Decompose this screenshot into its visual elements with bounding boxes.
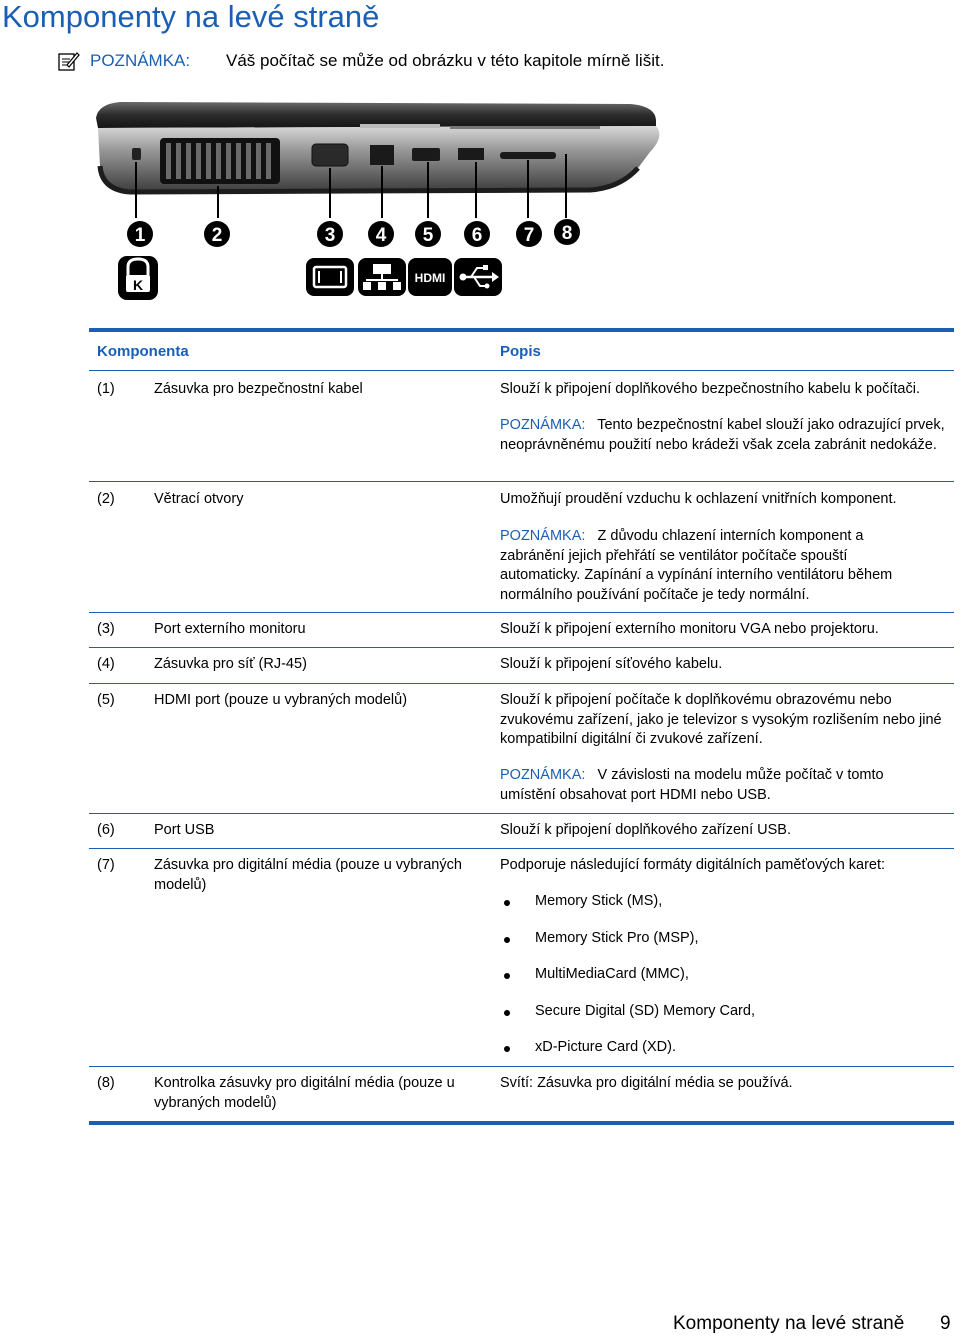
row-note-label: POZNÁMKA:: [500, 417, 586, 433]
row-divider: [89, 683, 954, 684]
rj45-port: [370, 145, 394, 165]
callout-1-label: 1: [134, 225, 146, 246]
media-slot: [500, 152, 556, 159]
usb-icon: [454, 258, 502, 296]
row-note-label: POZNÁMKA:: [500, 767, 586, 783]
row-description: Podporuje následující formáty digitálních paměťových karet:: [500, 857, 886, 873]
row-divider: [89, 848, 954, 849]
row-description: Slouží k připojení doplňkového zařízení USB.: [500, 822, 791, 838]
row-note-text: V závislosti na modelu může počítač v tomto umístění obsahovat port HDMI nebo USB.: [500, 767, 884, 803]
footer-page-number: 9: [940, 1313, 951, 1334]
row-component: Zásuvka pro bezpečnostní kabel: [154, 381, 363, 397]
list-item: Secure Digital (SD) Memory Card,: [535, 1003, 755, 1019]
callout-4-label: 4: [375, 225, 387, 246]
security-slot: [132, 148, 141, 160]
row-description: Slouží k připojení počítače k doplňkovému obrazovému nebo zvukovému zařízení, jako je televizor s vysokým rozlišením nebo jiné kompatibilní digitální či zvukové zařízení.: [500, 692, 942, 747]
callout-5: [415, 221, 441, 247]
row-component: Větrací otvory: [154, 491, 244, 507]
callout-3-label: 3: [324, 225, 336, 246]
row-divider: [89, 612, 954, 613]
row-description: Svítí: Zásuvka pro digitální média se používá.: [500, 1075, 793, 1091]
callout-8-label: 8: [561, 223, 573, 244]
row-note-label: POZNÁMKA:: [500, 528, 586, 544]
row-number: (6): [97, 822, 115, 838]
header-description: Popis: [500, 343, 541, 360]
row-note: [500, 527, 925, 605]
vent-grille: [160, 138, 280, 184]
callout-6-label: 6: [471, 225, 483, 246]
header-component: Komponenta: [97, 343, 189, 360]
monitor-port-icon: [306, 258, 354, 296]
network-port-icon: [358, 258, 406, 296]
list-item: Memory Stick (MS),: [535, 893, 663, 909]
header-rule: [89, 370, 954, 371]
note-label: POZNÁMKA:: [90, 51, 191, 70]
row-component: Port externího monitoru: [154, 621, 306, 637]
row-note: [500, 766, 930, 805]
callout-2: [204, 221, 230, 247]
row-number: (2): [97, 491, 115, 507]
callout-5-label: 5: [422, 225, 434, 246]
callout-2-label: 2: [211, 225, 223, 246]
usb-port: [458, 148, 484, 160]
callout-4: [368, 221, 394, 247]
lock-icon: [118, 256, 158, 300]
row-description: Slouží k připojení externího monitoru VGA nebo projektoru.: [500, 621, 879, 637]
callout-8: [554, 219, 580, 245]
table-bottom-rule: [89, 1121, 954, 1125]
vga-port: [312, 144, 348, 166]
list-item: Memory Stick Pro (MSP),: [535, 930, 699, 946]
list-bullet: [504, 973, 510, 979]
note-icon: [58, 51, 80, 71]
callout-1: [127, 221, 153, 247]
list-bullet: [504, 1010, 510, 1016]
hdmi-icon: [408, 258, 452, 296]
page-title: Komponenty na levé straně: [2, 0, 380, 34]
hdmi-icon-text: HDMI: [414, 271, 446, 285]
row-number: (5): [97, 692, 115, 708]
row-component: Zásuvka pro síť (RJ-45): [154, 656, 307, 672]
row-component: Kontrolka zásuvky pro digitální média (pouze u vybraných modelů): [154, 1075, 455, 1111]
row-divider: [89, 1066, 954, 1067]
row-description: Slouží k připojení doplňkového bezpečnostního kabelu k počítači.: [500, 381, 920, 397]
callout-7: [516, 221, 542, 247]
hdmi-port: [412, 148, 440, 161]
row-number: (4): [97, 656, 115, 672]
list-bullet: [504, 1046, 510, 1052]
row-component: Zásuvka pro digitální média (pouze u vybraných modelů): [154, 857, 462, 893]
row-number: (7): [97, 857, 115, 873]
row-note: [500, 416, 945, 455]
list-item: xD-Picture Card (XD).: [535, 1039, 676, 1055]
row-description: Umožňují proudění vzduchu k ochlazení vnitřních komponent.: [500, 491, 897, 507]
footer-section-title: Komponenty na levé straně: [673, 1313, 905, 1334]
laptop-left-side-figure: [90, 96, 670, 311]
row-component: Port USB: [154, 822, 215, 838]
list-item: MultiMediaCard (MMC),: [535, 966, 689, 982]
callout-7-label: 7: [523, 225, 535, 246]
row-note-text: Tento bezpečnostní kabel slouží jako odrazující prvek, neoprávněnému použití nebo krádeži však zcela zabránit nedokáže.: [500, 417, 945, 453]
callout-6: [464, 221, 490, 247]
list-bullet: [504, 937, 510, 943]
lock-icon-letter: K: [132, 277, 144, 293]
row-note-text: Z důvodu chlazení interních komponent a zabránění jejich přehřátí se ventilátor počítače spouští automaticky. Zapínání a vypínání interního ventilátoru během normálního používání počítače je tedy normální.: [500, 528, 893, 603]
row-divider: [89, 813, 954, 814]
row-divider: [89, 647, 954, 648]
row-component: HDMI port (pouze u vybraných modelů): [154, 692, 408, 708]
row-description: Slouží k připojení síťového kabelu.: [500, 656, 723, 672]
callout-3: [317, 221, 343, 247]
row-number: (1): [97, 381, 115, 397]
table-top-rule: [89, 328, 954, 332]
note-text: Váš počítač se může od obrázku v této kapitole mírně lišit.: [226, 51, 665, 70]
row-number: (3): [97, 621, 115, 637]
row-divider: [89, 481, 954, 482]
row-number: (8): [97, 1075, 115, 1091]
list-bullet: [504, 900, 510, 906]
